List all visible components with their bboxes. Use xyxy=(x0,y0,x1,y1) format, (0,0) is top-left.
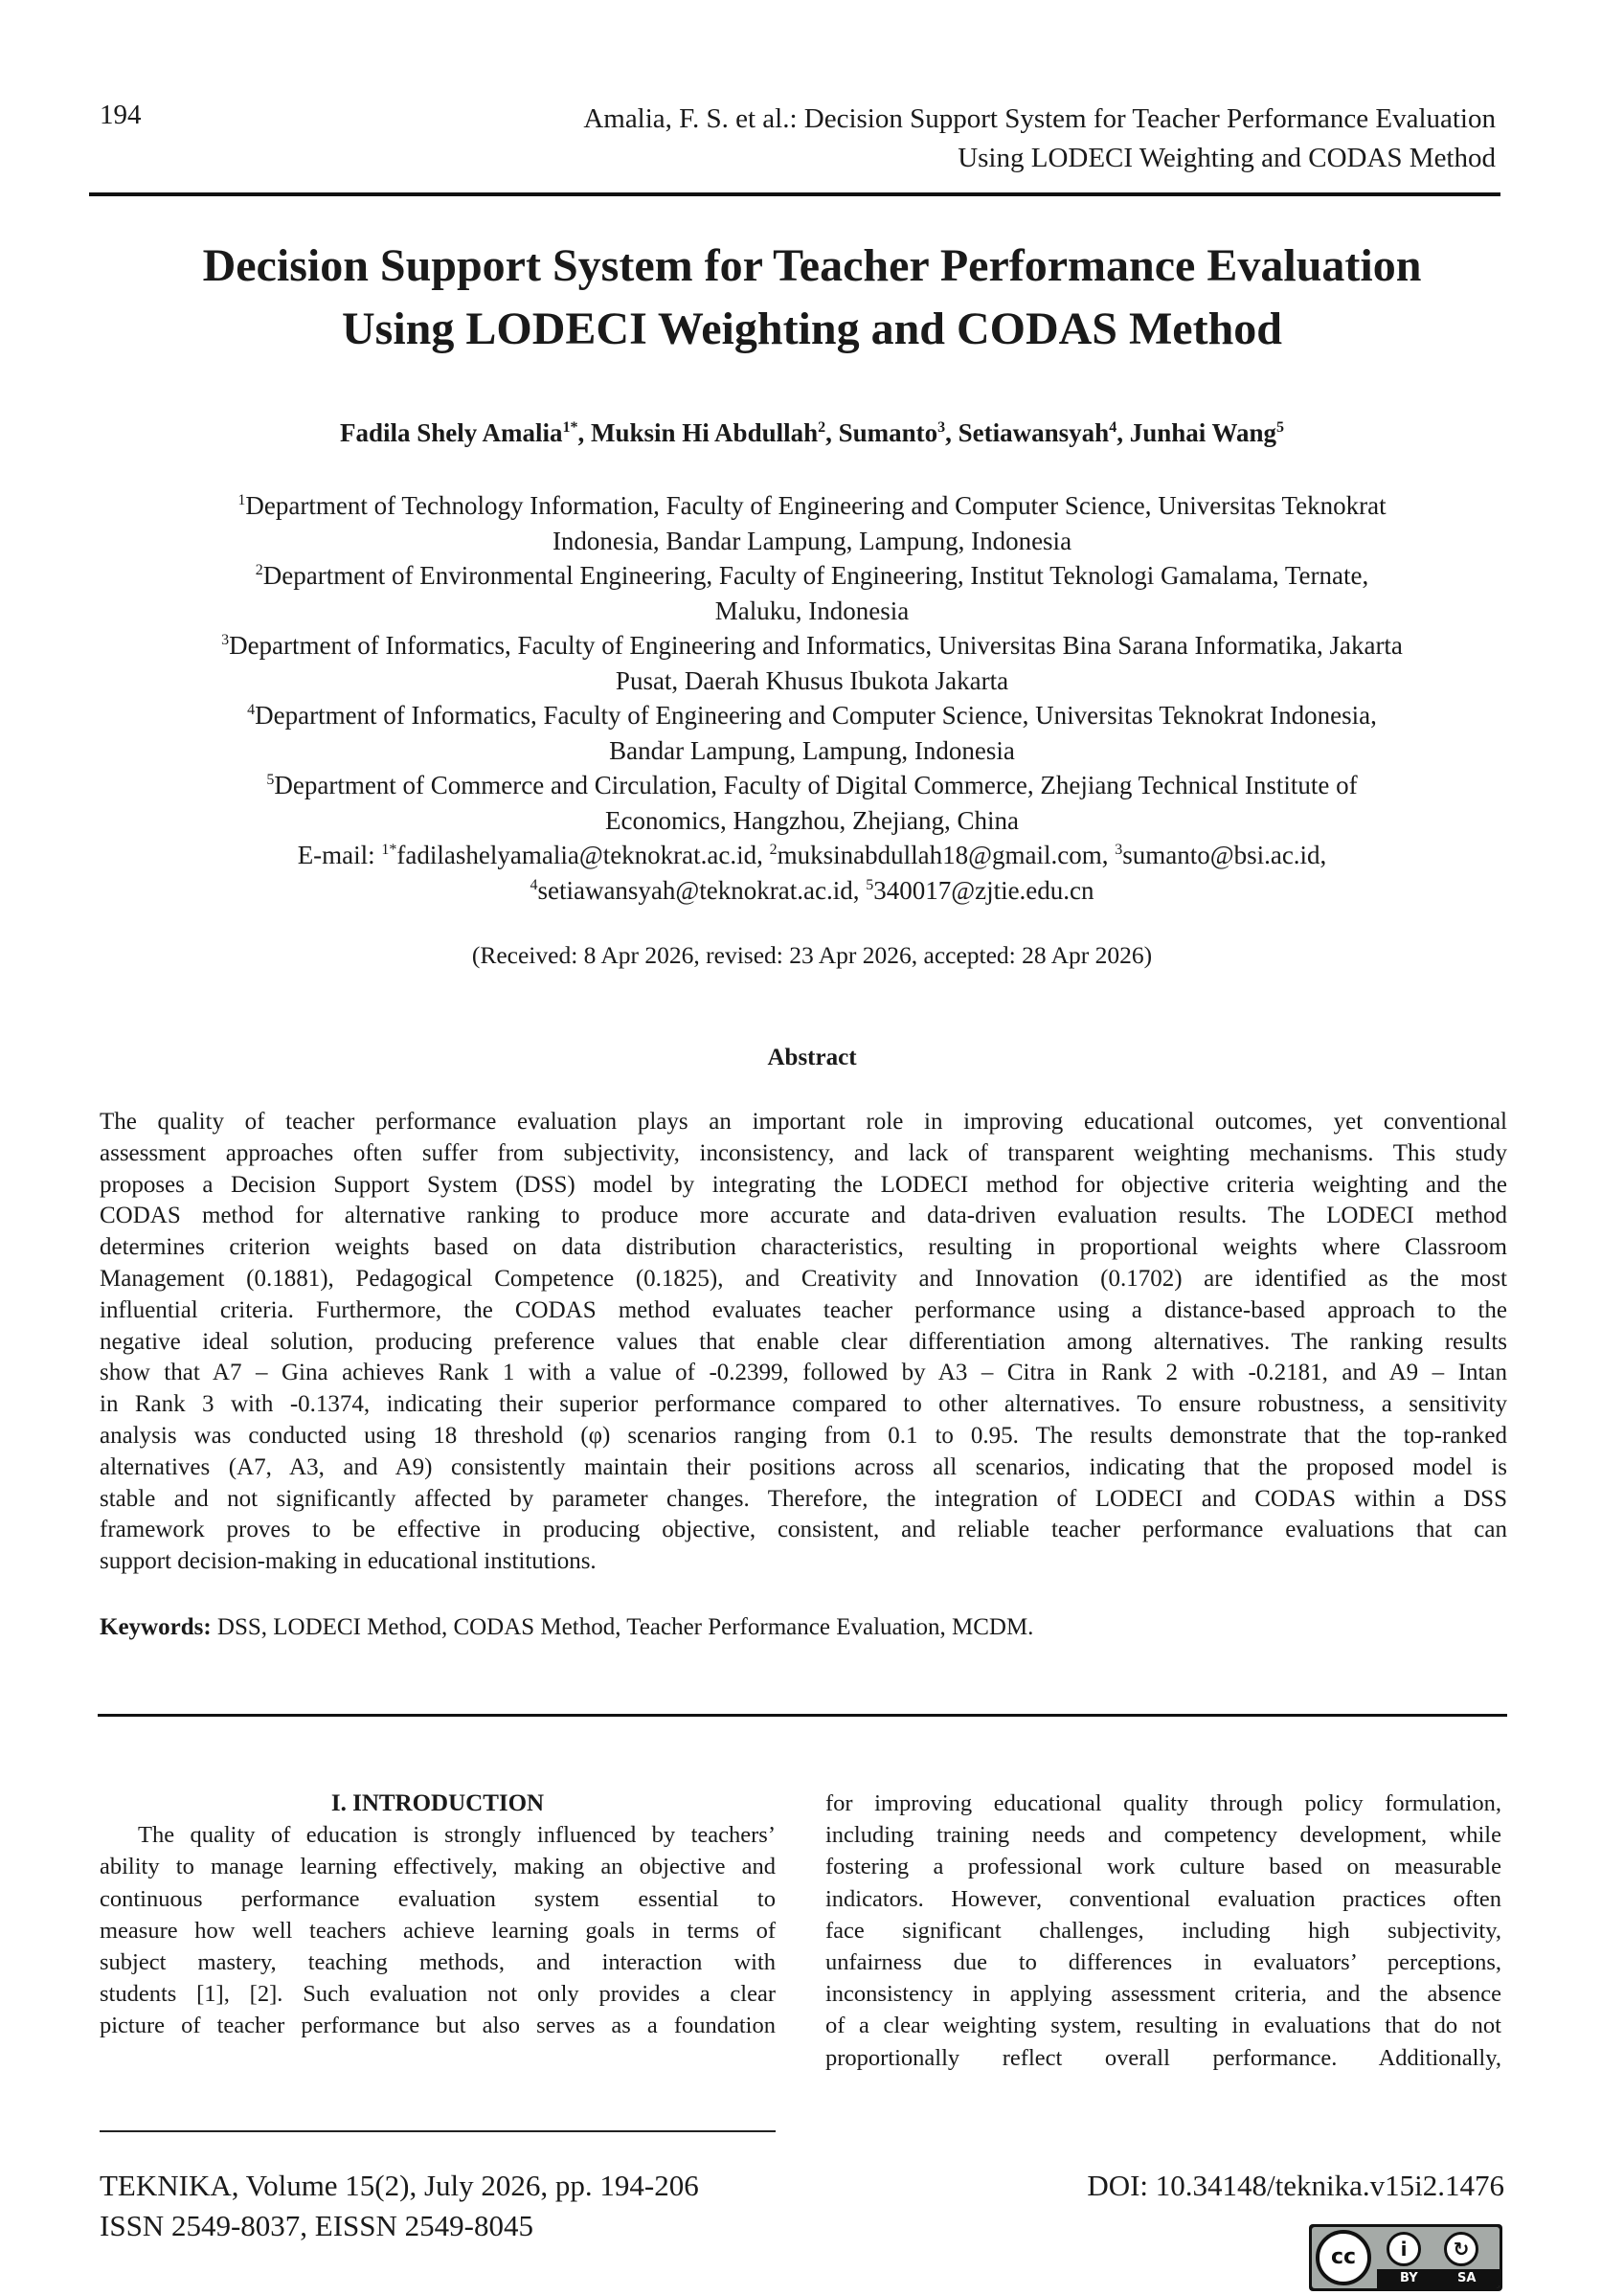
paragraph-line: face significant challenges, including high subjectivity, xyxy=(825,1917,1501,1944)
abstract-body xyxy=(100,1107,1507,1578)
email-sup: 3 xyxy=(1115,842,1123,858)
abstract-heading: Abstract xyxy=(767,1045,857,1070)
affiliation-sup: 1 xyxy=(237,492,246,508)
email-sup: 1* xyxy=(381,842,397,858)
affiliation-sup: 5 xyxy=(266,772,275,788)
intro-right-column xyxy=(825,1788,1501,2074)
abstract-line: Management (0.1881), Pedagogical Competence (0.1825), and Creativity and Innovation (0.1702) are identified as the most xyxy=(100,1265,1507,1292)
running-title-line1: Amalia, F. S. et al.: Decision Support System for Teacher Performance Evaluation xyxy=(583,103,1496,134)
email-link[interactable]: fadilashelyamalia@teknokrat.ac.id, xyxy=(396,841,770,869)
cc-logo-icon: cc xyxy=(1316,2230,1371,2285)
author-name: Fadila Shely Amalia xyxy=(339,418,563,447)
author-sup: 1* xyxy=(562,419,578,436)
email-link[interactable]: setiawansyah@teknokrat.ac.id, xyxy=(537,875,867,905)
footnote-divider xyxy=(100,2130,776,2132)
paragraph-line: unfairness due to differences in evaluators’ perceptions, xyxy=(825,1948,1501,1975)
affiliations xyxy=(100,488,1524,908)
affiliation-line: Economics, Hangzhou, Zhejiang, China xyxy=(605,805,1019,835)
affiliation-line xyxy=(100,768,1524,803)
attribution-icon: i xyxy=(1387,2232,1421,2266)
paragraph-line: subject mastery, teaching methods, and interaction with xyxy=(100,1948,776,1975)
keywords-text: DSS, LODECI Method, CODAS Method, Teacher Performance Evaluation, MCDM. xyxy=(211,1614,1034,1640)
author-name: Sumanto xyxy=(838,418,938,447)
affiliation-line: Bandar Lampung, Lampung, Indonesia xyxy=(609,735,1015,765)
license-sa-label: SA xyxy=(1457,2271,1477,2285)
cc-by-sa-icon[interactable] xyxy=(1309,2224,1502,2291)
email-label: E-mail: xyxy=(297,841,382,869)
affiliation-sup: 2 xyxy=(255,562,263,578)
paragraph-line: picture of teacher performance but also serves as a foundation xyxy=(100,2013,776,2039)
affiliation-sup: 3 xyxy=(221,632,230,648)
email-line xyxy=(100,873,1524,909)
author-sep: , xyxy=(1116,418,1130,447)
paragraph-line: ability to manage learning effectively, making an objective and xyxy=(100,1854,776,1880)
paragraph-line: measure how well teachers achieve learning goals in terms of xyxy=(100,1917,776,1944)
abstract-line: negative ideal solution, producing preference values that enable clear differentiation among alternatives. The ranking results xyxy=(100,1328,1507,1355)
email-sup: 4 xyxy=(530,876,538,893)
journal-issn: ISSN 2549-8037, EISSN 2549-8045 xyxy=(100,2209,533,2242)
paragraph-line: The quality of education is strongly influenced by teachers’ xyxy=(138,1822,776,1849)
license-by-label: BY xyxy=(1400,2271,1418,2285)
email-line xyxy=(100,838,1524,873)
section-divider xyxy=(98,1714,1507,1717)
keywords-label: Keywords: xyxy=(100,1614,212,1640)
email-link[interactable]: sumanto@bsi.ac.id, xyxy=(1122,841,1327,869)
keywords xyxy=(100,1614,1507,1641)
running-title-line2: Using LODECI Weighting and CODAS Method xyxy=(958,143,1496,173)
author-name: Junhai Wang xyxy=(1129,418,1277,447)
abstract-line: support decision-making in educational institutions. xyxy=(100,1548,597,1575)
doi[interactable]: DOI: 10.34148/teknika.v15i2.1476 xyxy=(1087,2169,1504,2202)
affiliation-line xyxy=(100,558,1524,594)
affiliation-line: Indonesia, Bandar Lampung, Lampung, Indonesia xyxy=(552,526,1072,555)
affiliation-line xyxy=(100,698,1524,733)
paragraph-line: proportionally reflect overall performance. Additionally, xyxy=(825,2044,1501,2071)
share-alike-icon: ↻ xyxy=(1444,2232,1478,2266)
affiliation-text: Department of Environmental Engineering, Faculty of Engineering, Institut Teknologi Gamalama, Ternate, xyxy=(262,561,1369,590)
email-sup: 5 xyxy=(866,876,874,893)
abstract-line: stable and not significantly affected by parameter changes. Therefore, the integration of LODECI and CODAS within a DSS xyxy=(100,1485,1507,1512)
affiliation-line: Pusat, Daerah Khusus Ibukota Jakarta xyxy=(615,665,1009,695)
author-name: Setiawansyah xyxy=(958,418,1110,447)
journal-info xyxy=(100,2166,699,2246)
intro-left-column xyxy=(100,1788,776,2042)
affiliation-sup: 4 xyxy=(247,702,256,718)
abstract-line: framework proves to be effective in producing objective, consistent, and reliable teacher performance evaluations that can xyxy=(100,1517,1507,1543)
author-list xyxy=(115,418,1509,448)
section-heading: I. INTRODUCTION xyxy=(330,1790,545,1816)
abstract-line: CODAS method for alternative ranking to produce more accurate and data-driven evaluation results. The LODECI method xyxy=(100,1203,1507,1229)
paragraph-line: continuous performance evaluation system essential to xyxy=(100,1885,776,1912)
author-sep: , xyxy=(577,418,591,447)
paragraph-line: indicators. However, conventional evaluation practices often xyxy=(825,1885,1501,1912)
affiliation-text: Department of Commerce and Circulation, Faculty of Digital Commerce, Zhejiang Technical Institute of xyxy=(274,771,1358,799)
abstract-line: determines criterion weights based on data distribution characteristics, resulting in proportional weights where Classroom xyxy=(100,1234,1507,1261)
email-link[interactable]: 340017@zjtie.edu.cn xyxy=(873,875,1094,905)
paragraph-line: of a clear weighting system, resulting in evaluations that do not xyxy=(825,2013,1501,2039)
received-dates: (Received: 8 Apr 2026, revised: 23 Apr 2026, accepted: 28 Apr 2026) xyxy=(471,941,1153,969)
author-sup: 5 xyxy=(1276,419,1285,436)
author-sup: 3 xyxy=(937,419,946,436)
license-badge xyxy=(1312,2227,1500,2288)
paragraph-line: including training needs and competency development, while xyxy=(825,1822,1501,1849)
abstract-line: in Rank 3 with -0.1374, indicating their superior performance compared to other alternatives. To ensure robustness, a sensitivity xyxy=(100,1391,1507,1418)
author-sep: , xyxy=(825,418,839,447)
abstract-line: show that A7 – Gina achieves Rank 1 with a value of -0.2399, followed by A3 – Citra in Rank 2 with -0.2181, and A9 – Intan xyxy=(100,1360,1507,1386)
affiliation-line xyxy=(100,628,1524,664)
abstract-line: influential criteria. Furthermore, the CODAS method evaluates teacher performance using a distance-based approach to the xyxy=(100,1296,1507,1323)
paper-title xyxy=(115,235,1509,361)
affiliation-line xyxy=(100,488,1524,524)
author-name: Muksin Hi Abdullah xyxy=(591,418,819,447)
title-line2: Using LODECI Weighting and CODAS Method xyxy=(342,304,1282,354)
journal-citation: TEKNIKA, Volume 15(2), July 2026, pp. 194-206 xyxy=(100,2169,699,2202)
abstract-line: The quality of teacher performance evaluation plays an important role in improving educational outcomes, yet conventional xyxy=(100,1109,1507,1135)
license-bar xyxy=(1377,2269,1500,2288)
abstract-line: alternatives (A7, A3, and A9) consistently maintain their positions across all scenarios, indicating that the proposed model is xyxy=(100,1453,1507,1480)
author-sep: , xyxy=(945,418,959,447)
abstract-line: analysis was conducted using 18 threshold (φ) scenarios ranging from 0.1 to 0.95. The results demonstrate that the top-ranked xyxy=(100,1422,1507,1449)
header-divider xyxy=(89,192,1500,196)
email-sup: 2 xyxy=(769,842,778,858)
affiliation-text: Department of Technology Information, Faculty of Engineering and Computer Science, Universitas Teknokrat xyxy=(245,491,1387,520)
paragraph-line: fostering a professional work culture based on measurable xyxy=(825,1854,1501,1880)
paragraph-line: inconsistency in applying assessment criteria, and the absence xyxy=(825,1981,1501,2008)
title-line1: Decision Support System for Teacher Performance Evaluation xyxy=(202,240,1422,291)
affiliation-text: Department of Informatics, Faculty of Engineering and Computer Science, Universitas Teknokrat Indonesia, xyxy=(255,701,1377,730)
running-header xyxy=(347,100,1496,178)
abstract-line: proposes a Decision Support System (DSS) model by integrating the LODECI method for objective criteria weighting and the xyxy=(100,1171,1507,1198)
author-sup: 2 xyxy=(818,419,826,436)
email-link[interactable]: muksinabdullah18@gmail.com, xyxy=(777,841,1116,869)
paragraph-line: students [1], [2]. Such evaluation not only provides a clear xyxy=(100,1981,776,2008)
affiliation-line: Maluku, Indonesia xyxy=(714,596,910,625)
paragraph-line: for improving educational quality through policy formulation, xyxy=(825,1790,1501,1816)
affiliation-text: Department of Informatics, Faculty of Engineering and Informatics, Universitas Bina Sarana Informatika, Jakarta xyxy=(229,631,1403,660)
author-sup: 4 xyxy=(1109,419,1117,436)
page-number: 194 xyxy=(100,100,142,130)
abstract-line: assessment approaches often suffer from subjectivity, inconsistency, and lack of transparent weighting mechanisms. This study xyxy=(100,1139,1507,1166)
